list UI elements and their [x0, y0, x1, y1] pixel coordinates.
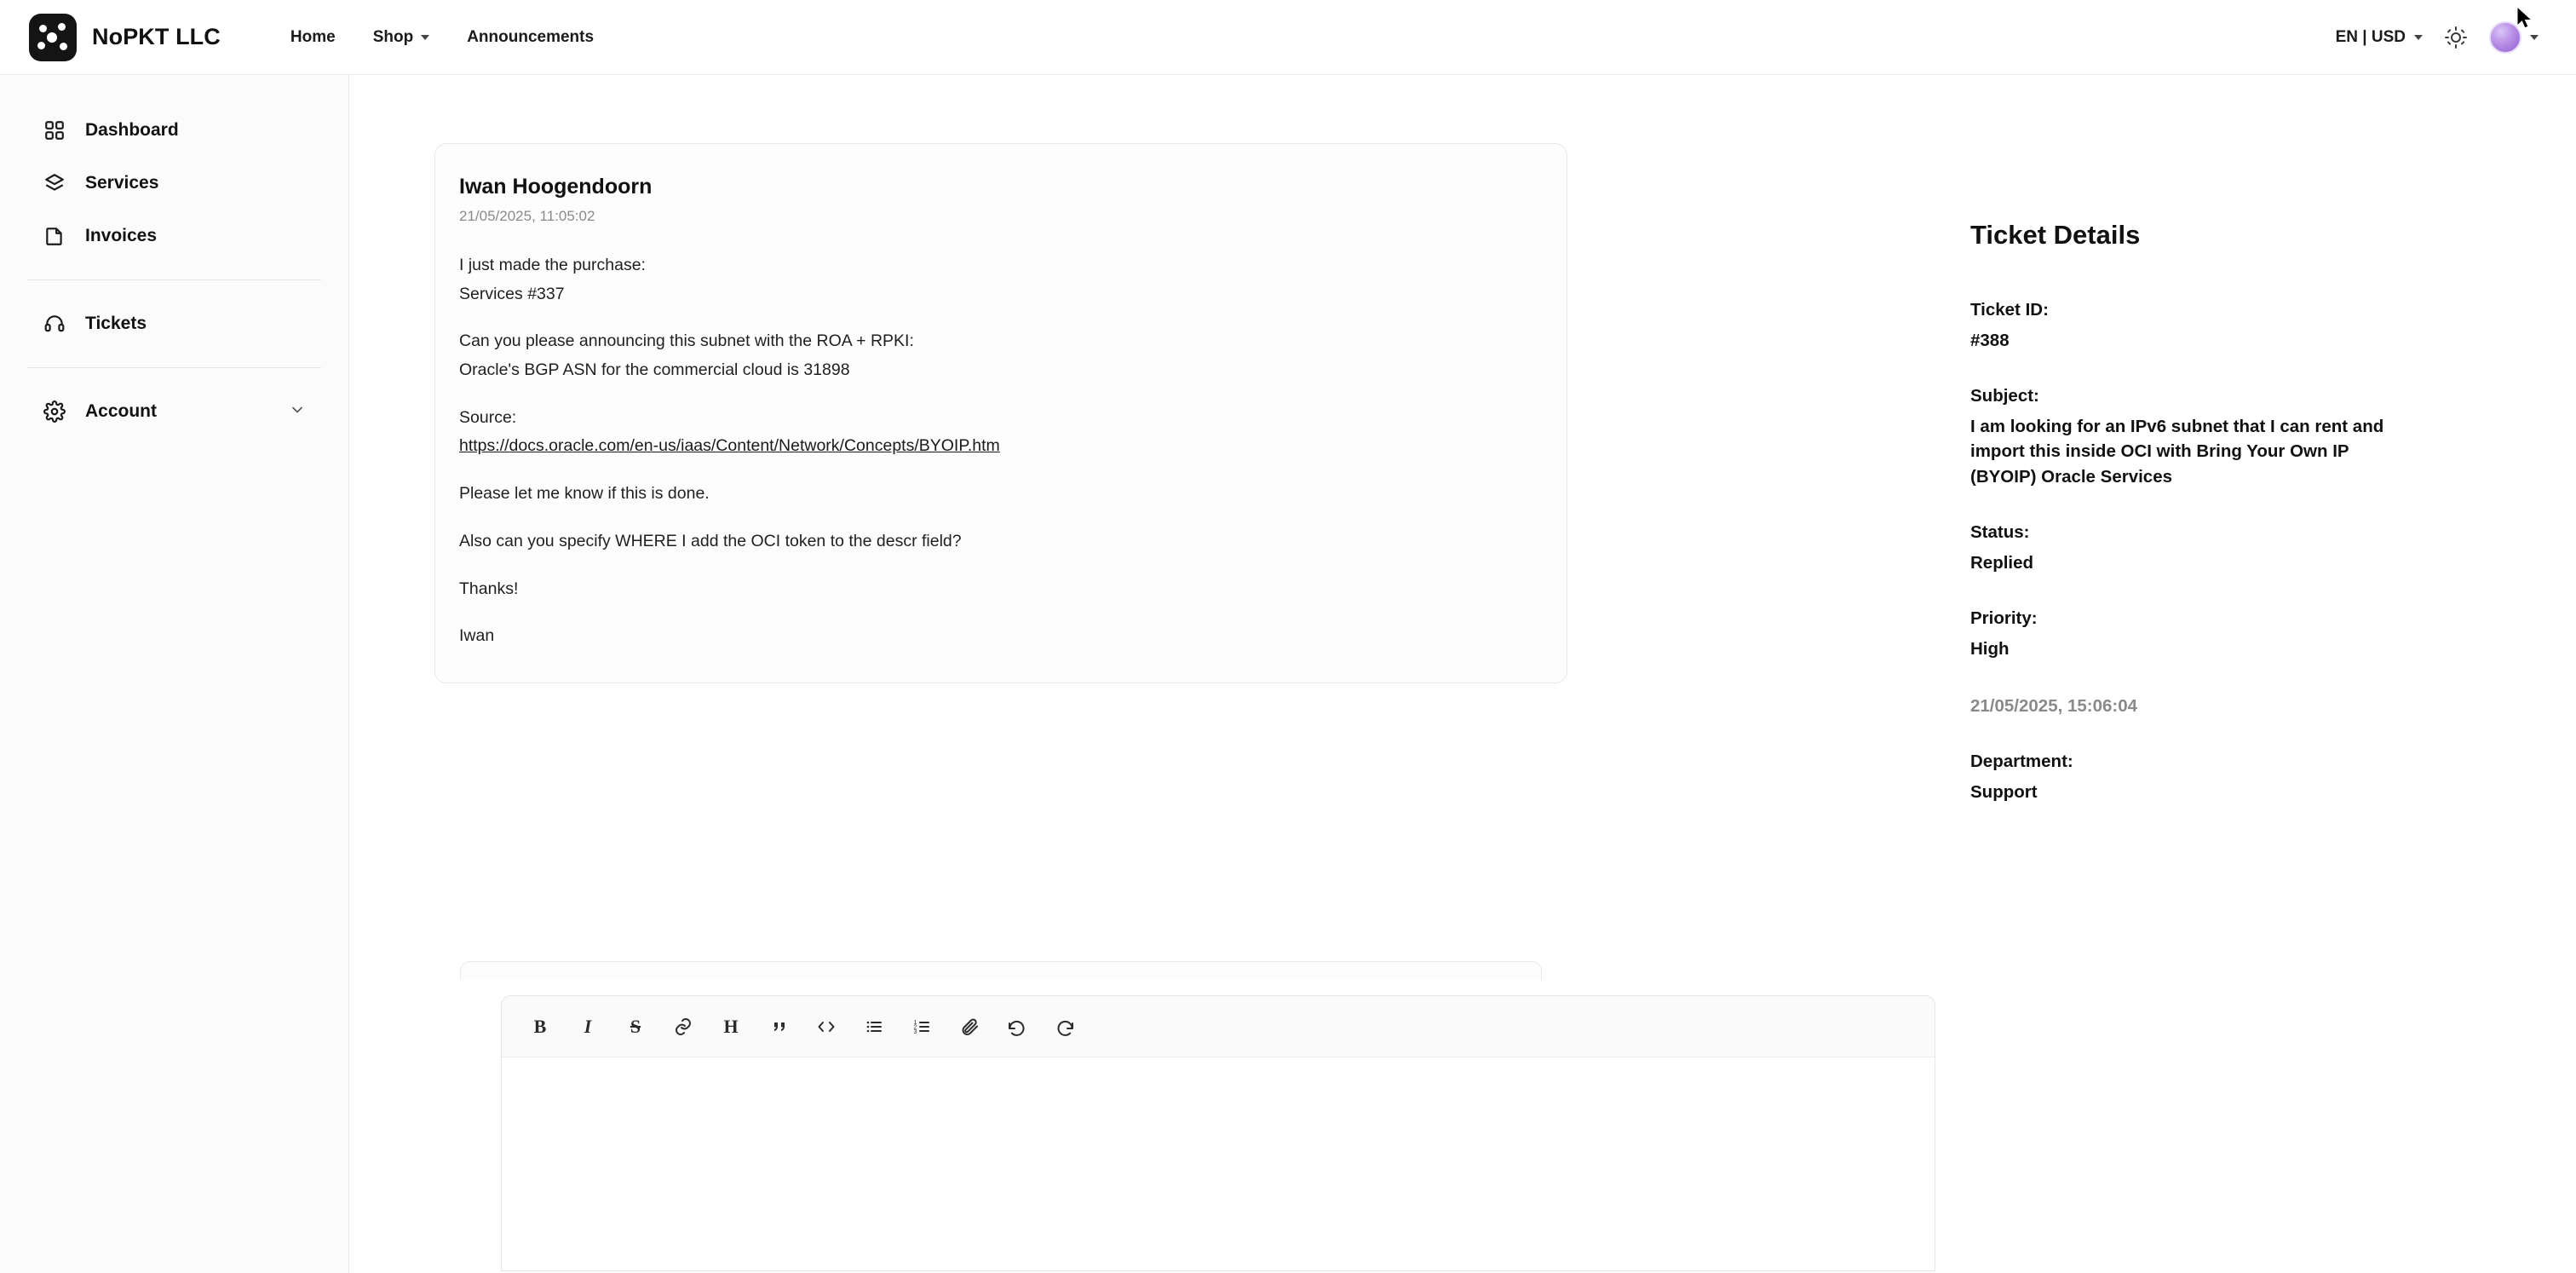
chevron-down-icon [289, 401, 306, 423]
message-line-signature: Iwan [459, 626, 495, 646]
sidebar-item-services-label: Services [85, 173, 159, 193]
grid-icon [43, 118, 66, 142]
sidebar-item-dashboard-label: Dashboard [85, 120, 179, 140]
bold-icon[interactable]: B [533, 1015, 547, 1037]
sidebar-item-services[interactable] [22, 157, 326, 210]
ticket-message-card [434, 143, 1567, 683]
chevron-down-icon [2530, 35, 2539, 40]
svg-text:3: 3 [913, 1028, 917, 1035]
document-icon [43, 224, 66, 248]
ticket-department-label: Department: [1970, 752, 2073, 772]
sidebar-divider [27, 367, 321, 368]
message-line-question: Also can you specify WHERE I add the OCI token to the descr field? [459, 531, 962, 550]
sidebar-item-tickets[interactable] [22, 297, 326, 350]
chevron-down-icon [421, 35, 429, 40]
link-icon[interactable] [664, 1007, 703, 1046]
sidebar-item-account[interactable] [22, 385, 326, 438]
logo-icon [29, 14, 77, 61]
ticket-subject-label: Subject: [1970, 385, 2039, 406]
gear-icon [43, 400, 66, 423]
code-icon[interactable] [807, 1007, 846, 1046]
mouse-cursor [2517, 7, 2536, 32]
ticket-department-value: Support [1970, 782, 2038, 803]
nav-item-shop[interactable] [354, 20, 449, 55]
blockquote-icon[interactable] [759, 1007, 798, 1046]
byoip-doc-link[interactable]: https://docs.oracle.com/en-us/iaas/Content/Network/Concepts/BYOIP.htm [459, 436, 1000, 456]
locale-selector[interactable] [2336, 28, 2423, 47]
editor-toolbar [502, 996, 1935, 1057]
sidebar [0, 75, 349, 1273]
message-line-source-label: Source: [459, 407, 517, 427]
message-line-service: Services #337 [459, 284, 565, 303]
nav-item-shop-label: Shop [372, 27, 414, 46]
attachment-icon[interactable] [950, 1007, 989, 1046]
top-navigation-bar [0, 0, 2576, 75]
nav-item-home[interactable] [272, 20, 354, 55]
strikethrough-icon[interactable]: S [630, 1015, 641, 1037]
message-line-asn: Oracle's BGP ASN for the commercial cloud is 31898 [459, 360, 850, 380]
ticket-status-label: Status: [1970, 521, 2030, 542]
chevron-down-icon [2414, 35, 2423, 40]
ticket-priority-value: High [1970, 638, 2010, 659]
sidebar-item-account-label: Account [85, 401, 157, 421]
sidebar-item-invoices-label: Invoices [85, 226, 158, 245]
svg-text:2: 2 [913, 1024, 917, 1030]
message-timestamp: 21/05/2025, 11:05:02 [459, 208, 595, 224]
heading-icon[interactable]: H [723, 1015, 739, 1037]
message-card-stack-hint [460, 961, 1542, 980]
ticket-id-label: Ticket ID: [1970, 300, 2049, 320]
message-line-thanks: Thanks! [459, 579, 519, 598]
bullet-list-icon[interactable] [854, 1007, 894, 1046]
ticket-status-value: Replied [1970, 552, 2034, 573]
brand-name: NoPKT LLC [92, 24, 221, 49]
italic-icon[interactable]: I [584, 1015, 592, 1037]
main-nav [272, 20, 612, 55]
top-right-controls [2336, 21, 2576, 54]
message-link-paragraph [459, 435, 1543, 458]
reply-textarea[interactable] [502, 1057, 1935, 1270]
svg-text:1: 1 [913, 1019, 917, 1026]
ticket-details-title: Ticket Details [1970, 220, 2141, 250]
ticket-priority-label: Priority: [1970, 608, 2038, 628]
sun-icon[interactable] [2445, 26, 2467, 49]
nav-item-announcements[interactable] [448, 20, 612, 55]
ticket-details-panel [1970, 220, 2413, 838]
nav-item-home-label: Home [290, 27, 336, 46]
sidebar-item-dashboard[interactable] [22, 104, 326, 157]
message-line-letmeknow: Please let me know if this is done. [459, 484, 710, 504]
message-line-purchase: I just made the purchase: [459, 256, 646, 274]
sidebar-divider [27, 279, 321, 280]
ticket-subject-value: I am looking for an IPv6 subnet that I can rent and import this inside OCI with Bring Your Own IP (BYOIP) Oracle Services [1970, 416, 2384, 487]
numbered-list-icon[interactable] [902, 1007, 941, 1046]
sidebar-item-tickets-label: Tickets [85, 314, 147, 333]
undo-icon[interactable] [998, 1007, 1037, 1046]
ticket-id-value: #388 [1970, 331, 2010, 350]
reply-editor [501, 995, 1935, 1271]
message-author: Iwan Hoogendoorn [459, 175, 653, 199]
ticket-updated-timestamp: 21/05/2025, 15:06:04 [1970, 696, 2138, 717]
layers-icon [43, 171, 66, 195]
sidebar-item-invoices[interactable] [22, 210, 326, 262]
message-line-announce: Can you please announcing this subnet with the ROA + RPKI: [459, 331, 914, 351]
nav-item-announcements-label: Announcements [467, 27, 595, 46]
redo-icon[interactable] [1045, 1007, 1084, 1046]
locale-label: EN | USD [2335, 27, 2406, 46]
message-body [459, 254, 1543, 648]
headset-icon [43, 312, 66, 336]
brand[interactable] [0, 14, 221, 61]
